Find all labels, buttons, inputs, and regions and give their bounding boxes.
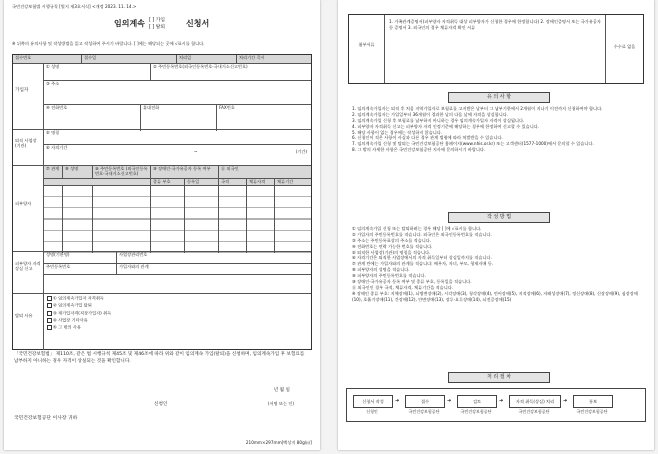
signature-hint[interactable]: (서명 또는 인) [267, 401, 294, 406]
cancel-section [13, 251, 311, 294]
phone-field[interactable]: ④ 전화번호 [46, 105, 68, 110]
address-field[interactable]: ③ 주소 [46, 81, 60, 86]
flow-arrow-icon: ➜ [447, 398, 452, 404]
dep-sub-regdate: 등록일 [184, 179, 218, 186]
cancel-org-name[interactable]: 성명(기관명) [46, 252, 70, 257]
method-item: ② 가입자의 주민등록번호를 적습니다. 외국인은 외국인등록번호를 적습니다. [352, 231, 492, 237]
cancel-rrn[interactable]: 주민등록번호 [46, 264, 71, 269]
withdraw-option-4[interactable]: ④ 사업장 기타사유 [47, 318, 308, 323]
period-unit: (기간) [295, 149, 307, 154]
applicant-heading: 가입자 [15, 88, 29, 93]
dependents-header [44, 166, 311, 178]
cancel-wp-number[interactable]: 사업장관리번호 [116, 252, 311, 263]
caution-item: 5. 해당 사항이 없는 경우에는 작성하지 않습니다. [352, 129, 443, 135]
flow-step-3: 검토 [457, 395, 497, 408]
form-reference: 국민건강보험법 시행규칙 [별지 제3호서식] <개정 2023. 11. 14.> [12, 4, 137, 9]
flow-arrow-icon: ➜ [563, 398, 568, 404]
dependents-section [13, 165, 311, 252]
form-notice: ※ 뒤쪽의 유의사항 및 작성방법을 읽고 작성하여 주시기 바랍니다. [ ]에는 해당되는 곳에 √표시를 합니다. [12, 41, 205, 46]
withdraw-option-1[interactable]: ① 임의계속가입자 자격취득 [47, 296, 308, 301]
applicant-section [13, 63, 311, 130]
withdraw-options [43, 294, 311, 350]
flow-actor-2: 국민건강보험공단 [408, 409, 440, 414]
declaration-text: 「국민건강보험법」 제110조, 같은 법 시행규칙 제45조 및 제46조에 따라 위와 같이 임의계속 가입(탈퇴)을 신청하며, 임의계속가입 후 보험료를 납부하지 아니하는 경우 자격이 상실되는 것을 확인합니다. [14, 352, 305, 364]
flow-actor-5: 국민건강보험공단 [576, 409, 608, 414]
dependents-heading: 피부양자 [15, 201, 32, 206]
flow-step-1: 신청서 작성 [353, 395, 393, 408]
workplace-heading: 퇴직 사업장 (기관) [15, 138, 37, 148]
rrn-field[interactable]: ② 주민등록번호(외국인등록번호·국내거소신고번호) [150, 64, 311, 80]
method-list [352, 226, 644, 302]
caution-item: 4. 피부양자 자격취득 신고는 피부양자 자격 인정기준에 해당하는 경우에 한정하여 신고할 수 있습니다. [352, 123, 540, 129]
flow-step-2: 접수 [405, 395, 445, 408]
withdraw-option-5[interactable]: ⑤ 그 밖의 사유 [47, 325, 308, 330]
receipt-number-cell: 접수번호 [15, 55, 32, 60]
form-page-front [4, 0, 320, 450]
signer-label: 신청인 [154, 402, 168, 407]
method-item: ⑧ 피부양자의 성명을 적습니다. [352, 267, 410, 273]
caution-item: 1. 임의계속가입자는 퇴직 후 처음 지역가입자로 보험료를 고지받은 날부터 그 납부기한에서 2개월이 지나기 이전까지 신청하여야 합니다. [352, 106, 603, 111]
dep-col-name: ⑧ 성명 [62, 166, 92, 178]
flow-actor-1: 신청인 [366, 409, 378, 414]
attachment-heading: 첨부서류 [349, 15, 385, 83]
receipt-row [13, 55, 311, 63]
dep-sub-code: 종류 부호 [150, 179, 184, 186]
declaration-date[interactable]: 년 월 일 [273, 388, 290, 393]
receipt-date-cell: 접수일 [81, 55, 176, 63]
fax-field[interactable]: FAX번호 [216, 105, 311, 131]
dep-col-disability: ⑩ 장애인·국가유공자 등록 여부 [150, 166, 218, 178]
method-item: ⑪ 외국인인 경우 국적, 체류자격, 체류기간을 적습니다. [352, 284, 454, 290]
workplace-period-field[interactable] [44, 145, 311, 167]
dep-col-rrn: ⑨ 주민등록번호 (외국인등록번호·국내거소신고번호) [92, 166, 150, 178]
form-title-main: 임의계속 [114, 19, 145, 28]
withdraw-heading: 탈퇴 사유 [15, 313, 33, 318]
recipient-label: 국민건강보험공단 이사장 귀하 [14, 416, 78, 421]
caution-item: 6. 신청인이 적은 사항이 사실과 다른 경우 관계 법령에 따라 처벌받을 수 있습니다. [352, 135, 503, 141]
fee-cell: 수수료 없음 [605, 15, 643, 83]
withdraw-option-3[interactable]: ③ 재가입자격(직장가입자) 취득 [47, 311, 308, 316]
flow-arrow-icon: ➜ [395, 398, 400, 404]
method-heading: 작 성 방 법 [448, 212, 550, 223]
dep-col-foreigner: ⑪ 외국인 [218, 166, 311, 178]
method-item: ⑥ 자격기간은 퇴직한 사업장에서의 자격 취득일부터 상실일까지를 적습니다. [352, 255, 492, 261]
dep-sub-status: 체류자격 [246, 179, 274, 186]
mobile-field[interactable]: 휴대전화 [140, 105, 216, 131]
process-period-cell: 처리기간 즉시 [236, 55, 311, 63]
workplace-name-field[interactable]: ⑤ 명칭 [46, 130, 60, 135]
dep-sub-nationality: 국적 [218, 179, 246, 186]
attachment-text: 1. 가족관계증명서(피부양자 자격취득 대상 피부양자가 신청한 경우에 한정합니다) 2. 장애인증명서 또는 국가유공자 등 증명서 3. 외국인의 경우 체류자격 확인 서류 [389, 19, 601, 31]
form-page-back [338, 0, 654, 450]
withdraw-section [13, 293, 311, 350]
method-item: ③ 주소는 주민등록표상의 주소를 적습니다. [352, 237, 432, 243]
method-item: ⑩ 장애인·국가유공자 등록 여부 및 종류 부호, 등록일을 적습니다. [352, 278, 472, 284]
form-table [12, 54, 312, 350]
title-option-withdraw[interactable]: [ ] 탈퇴 [149, 25, 166, 30]
caution-heading: 유 의 사 항 [448, 92, 550, 103]
method-item: ※ 장애인 종류 부호: 지체장애(1), 뇌병변장애(2), 시각장애(3), 청각장애(4), 언어장애(5), 지적장애(6), 자폐성장애(7), 정신장애(8), 신장장애(9), 심장장애(10), 호흡기장애(11), 간장애(12), 안면장애(13), 장루·요루장애(14), 뇌전증장애(15) [352, 290, 638, 302]
flow-step-4: 자격 취득(상실) 처리 [509, 395, 561, 408]
method-item: ⑨ 피부양자의 주민등록번호를 적습니다. [352, 273, 426, 278]
method-item: ① 임의계속가입 신청 또는 탈퇴하려는 경우 해당 [ ]에 √표시를 합니다. [352, 226, 482, 231]
method-item: ④ 전화번호는 연락 가능한 번호를 적습니다. [352, 243, 433, 249]
process-flow [346, 388, 646, 422]
withdraw-option-2[interactable]: ② 임의계속가입 탈퇴 [47, 303, 308, 308]
flow-arrow-icon: ➜ [499, 398, 504, 404]
caution-item: 7. 임의계속가입 신청 및 탈퇴는 국민건강보험공단 홈페이지(www.nhis.or.kr) 또는 고객센터(1577-1000)에서 문의할 수 있습니다. [352, 141, 594, 147]
flow-step-5: 통보 [573, 395, 613, 408]
dependents-rows[interactable] [44, 185, 311, 253]
caution-item: 8. 그 밖의 자세한 사항은 국민건강보험공단 지사에 문의하시기 바랍니다. [352, 147, 486, 153]
cancel-relation[interactable]: 가입자와의 관계 [116, 264, 311, 275]
paper-size-footer: 210mm×297mm[백상지 80g/㎡] [245, 440, 312, 445]
name-field[interactable]: ① 성명 [46, 64, 60, 69]
title-option-join[interactable]: [ ] 가입 [149, 18, 166, 23]
process-date-cell: 처리일 [176, 55, 236, 63]
form-title-suffix: 신청서 [186, 19, 210, 28]
period-separator: ~ [194, 149, 198, 154]
dep-col-relation: ⑦ 관계 [46, 166, 60, 171]
flow-actor-3: 국민건강보험공단 [460, 409, 492, 414]
attachment-table [348, 14, 644, 84]
method-item: ⑦ 관계 란에는 가입자와의 관계를 적습니다: 배우자, 자녀, 부모, 형제자매 등. [352, 261, 494, 267]
flow-actor-4: 국민건강보험공단 [518, 409, 550, 414]
applicant-fields [43, 64, 311, 130]
caution-item: 3. 임의계속가입 신청 후 보험료를 납부하지 아니하는 경우 임의계속가입자 자격이 상실됩니다. [352, 117, 525, 123]
caution-item: 2. 임의계속가입자는 가입일부터 36개월이 경과한 날의 다음 날에 자격을 상실합니다. [352, 111, 509, 117]
workplace-section [13, 129, 311, 166]
workplace-period-label: ⑥ 자격기간 [46, 145, 68, 150]
dep-sub-period: 체류기간 [274, 179, 311, 186]
caution-list [352, 106, 644, 153]
cancel-heading: 피부양자 자격상실 신고 [15, 261, 41, 271]
method-item: ⑤ 퇴직한 사업장(기관)의 명칭을 적습니다. [352, 249, 431, 255]
process-heading: 처 리 절 차 [448, 372, 550, 383]
